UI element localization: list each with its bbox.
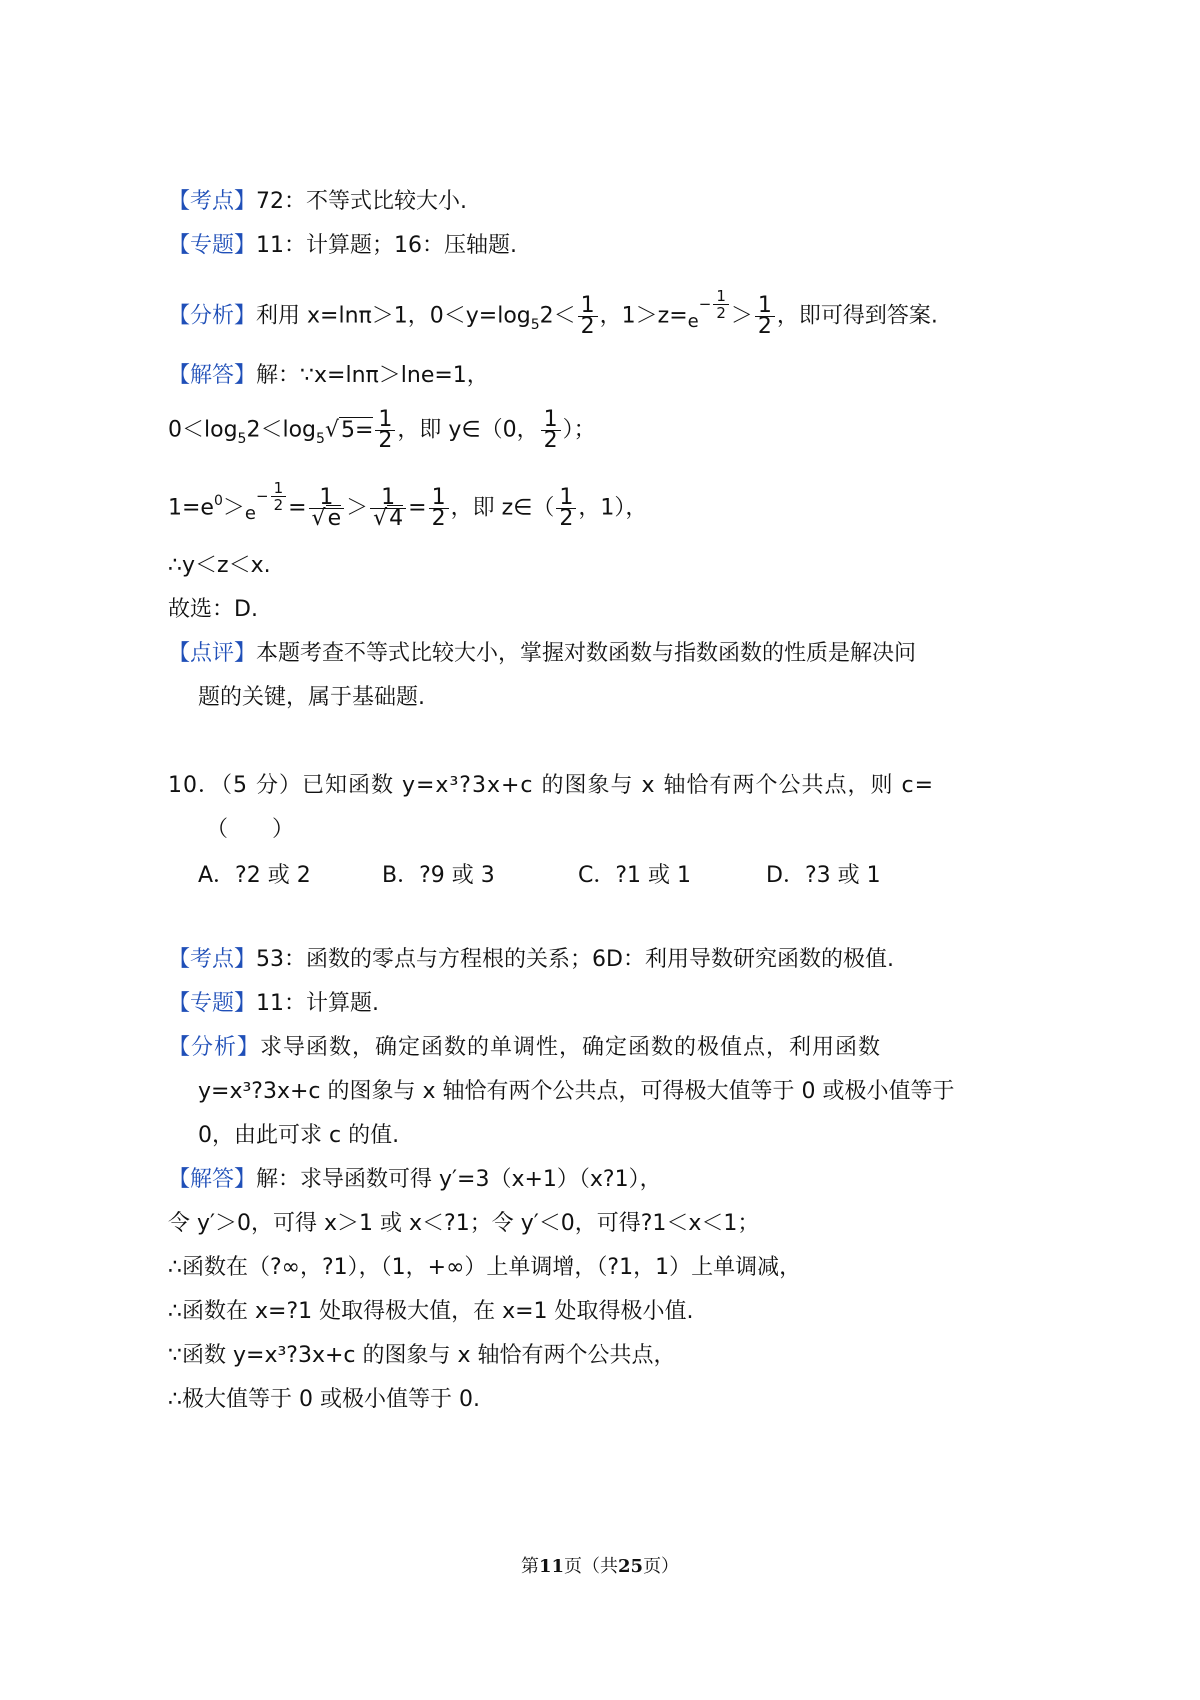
q9-jieda bbox=[168, 360, 489, 392]
fenxi-text: 2＜ bbox=[539, 303, 576, 329]
fraction-one-half: $\frac{1}{2}$ bbox=[375, 410, 395, 451]
q9-kaodian bbox=[168, 186, 467, 218]
q9-jieda-line2: $0<\log_52<\log_5√5=$ $\frac{1}{2}$ ，即 y∈（0， $\frac{1}{2}$ ）； bbox=[168, 407, 596, 453]
q9-dianping: 【点评】本题考查不等式比较大小，掌握对数函数与指数函数的性质是解决问 bbox=[168, 641, 917, 666]
q10-zhuanti: 【专题】11：计算题. bbox=[168, 991, 380, 1016]
fraction-one-half: $\frac{1}{2}$ bbox=[429, 488, 449, 529]
q9-jieda-line5: 故选：D. bbox=[168, 597, 258, 622]
q10-option-d: D．?3 或 1 bbox=[766, 863, 881, 888]
q9-jieda-line3: $1=e^0>e-$ $\frac{1}{2}$ = $\frac{1}{√e}$ ＞ $\frac{1}{√4}$ = $\frac{1}{2}$ ，即 z∈（ $\frac{1}{2}$ ，1）， bbox=[168, 478, 648, 531]
q10-jieda-line2: 令 y′＞0，可得 x＞1 或 x＜?1；令 y′＜0，可得?1＜x＜1； bbox=[168, 1211, 760, 1236]
sqrt-five: 5= bbox=[340, 417, 374, 443]
fenxi-text: ＞ bbox=[730, 303, 753, 329]
zhuanti-tag: 【专题】 bbox=[168, 991, 257, 1016]
q10-option-b: B．?9 或 3 bbox=[382, 863, 495, 888]
q10-jieda-line6: ∴极大值等于 0 或极小值等于 0. bbox=[168, 1387, 480, 1412]
q10-jieda-line3: ∴函数在（?∞，?1），（1，+∞）上单调增，（?1，1）上单调减， bbox=[168, 1255, 802, 1280]
page-number: 11 bbox=[538, 1556, 564, 1577]
log-base: 5 bbox=[530, 316, 540, 333]
fraction-one-over-sqrt-e: $\frac{1}{√e}$ bbox=[309, 488, 345, 529]
jieda-line: 解：∵x=lnπ＞lne=1， bbox=[256, 363, 489, 388]
fraction-one-half: $\frac{1}{2}$ bbox=[755, 296, 775, 337]
fenxi-text: ，即可得到答案. bbox=[776, 303, 938, 329]
fenxi-text: ，1＞z= bbox=[599, 303, 688, 329]
kaodian-tag: 【考点】 bbox=[168, 189, 257, 214]
zhuanti-tag: 【专题】 bbox=[168, 233, 257, 258]
kaodian-text: 72：不等式比较大小. bbox=[256, 189, 468, 214]
jieda-tag: 【解答】 bbox=[168, 363, 257, 388]
jieda-tag: 【解答】 bbox=[168, 1167, 257, 1192]
kaodian-tag: 【考点】 bbox=[168, 947, 257, 972]
q10-stem: 10．（5 分）已知函数 y=x³?3x+c 的图象与 x 轴恰有两个公共点，则 c= bbox=[168, 773, 935, 798]
q10-fenxi: 【分析】求导函数，确定函数的单调性，确定函数的极值点，利用函数 bbox=[168, 1035, 882, 1060]
q10-option-c: C．?1 或 1 bbox=[578, 863, 692, 888]
page-footer: 第11页（共25页） bbox=[520, 1556, 680, 1577]
fenxi-tag: 【分析】 bbox=[168, 1035, 261, 1060]
q10-option-a: A．?2 或 2 bbox=[198, 863, 311, 888]
fenxi-tag: 【分析】 bbox=[168, 303, 257, 329]
q10-stem-blank: （ ） bbox=[206, 817, 295, 842]
exp-e-minus-half: e− $\frac{1}{2}$ bbox=[688, 301, 731, 335]
fraction-one-half: $\frac{1}{2}$ bbox=[578, 296, 598, 337]
fraction-one-half: $\frac{1}{2}$ bbox=[541, 410, 561, 451]
q10-jieda: 【解答】解：求导函数可得 y′=3（x+1）（x?1）， bbox=[168, 1167, 662, 1192]
fenxi-text: 利用 x=lnπ＞1，0＜y=log bbox=[256, 303, 531, 329]
q9-zhuanti bbox=[168, 230, 517, 262]
page-total: 25 bbox=[618, 1556, 644, 1577]
q9-jieda-line4: ∴y＜z＜x. bbox=[168, 553, 271, 578]
q10-fenxi-cont: y=x³?3x+c 的图象与 x 轴恰有两个公共点，可得极大值等于 0 或极小值等于 bbox=[198, 1079, 955, 1104]
exp-e-minus-half: e− $\frac{1}{2}$ bbox=[245, 493, 288, 527]
fraction-one-half: $\frac{1}{2}$ bbox=[556, 488, 576, 529]
dianping-tag: 【点评】 bbox=[168, 641, 257, 666]
q10-fenxi-cont: 0，由此可求 c 的值. bbox=[198, 1123, 400, 1148]
sqrt-symbol: √ bbox=[324, 417, 339, 443]
q10-jieda-line4: ∴函数在 x=?1 处取得极大值，在 x=1 处取得极小值. bbox=[168, 1299, 694, 1324]
zhuanti-text: 11：计算题；16：压轴题. bbox=[256, 233, 517, 258]
fraction-one-over-sqrt-four: $\frac{1}{√4}$ bbox=[370, 488, 406, 529]
q10-kaodian: 【考点】53：函数的零点与方程根的关系；6D：利用导数研究函数的极值. bbox=[168, 947, 894, 972]
q9-dianping-cont: 题的关键，属于基础题. bbox=[198, 685, 425, 710]
q10-jieda-line5: ∵函数 y=x³?3x+c 的图象与 x 轴恰有两个公共点， bbox=[168, 1343, 676, 1368]
q9-fenxi bbox=[168, 286, 938, 339]
